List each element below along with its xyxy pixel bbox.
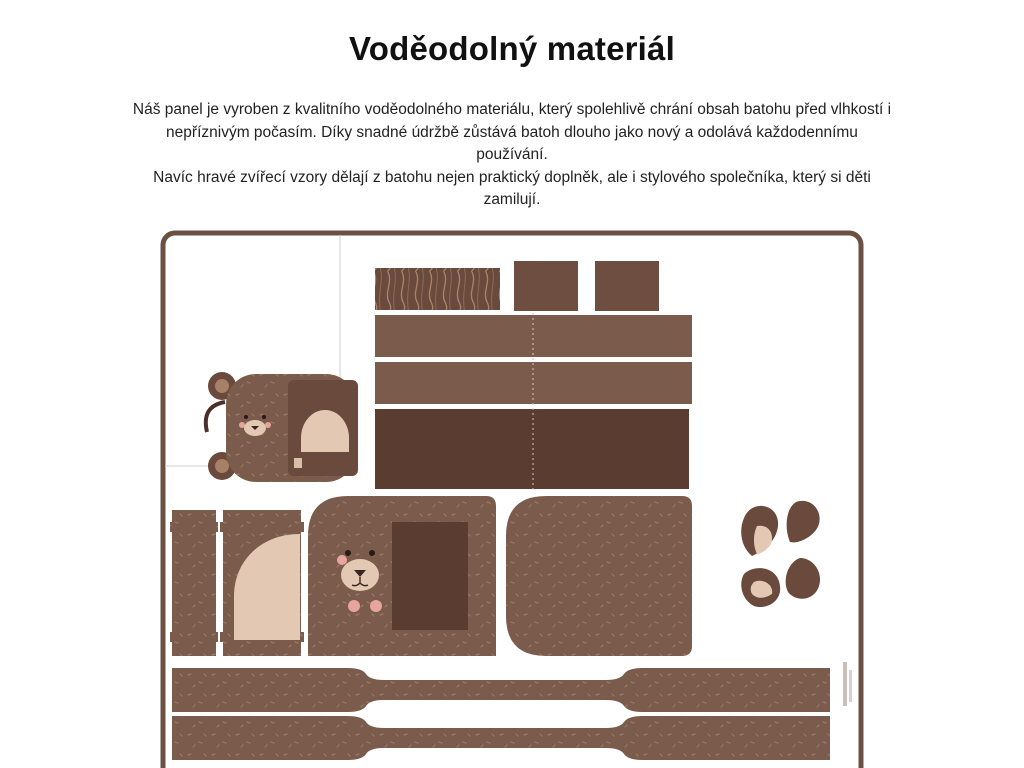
wood-texture-strip (375, 268, 500, 310)
back-panel (506, 496, 692, 656)
pocket-with-tummy (220, 510, 304, 656)
section-title: Voděodolný materiál (349, 30, 675, 67)
dark-bottom-panel (375, 409, 689, 489)
long-strip-1 (375, 315, 692, 357)
description-paragraph-1: Náš panel je vyroben z kvalitního voděodolného materiálu, který spolehlivě chrání obsah batohu před vlhkostí i nepříznivým počasím. Díky snadné údržbě zůstává batoh dlouho jako nový a odolává každodennímu používání. (132, 101, 892, 163)
bear-backpack-icon (206, 372, 358, 482)
fabric-panel-image (160, 230, 864, 768)
section-description (132, 99, 892, 212)
square-patch-left (514, 261, 578, 311)
bear-front-panel (308, 496, 496, 656)
description-paragraph-2: Navíc hravé zvířecí vzory dělají z batohu nejen praktický doplněk, ale i stylového společníka, který si děti zamilují. (153, 168, 871, 208)
fabric-panel-preview (160, 230, 864, 768)
square-patch-right (595, 261, 659, 311)
